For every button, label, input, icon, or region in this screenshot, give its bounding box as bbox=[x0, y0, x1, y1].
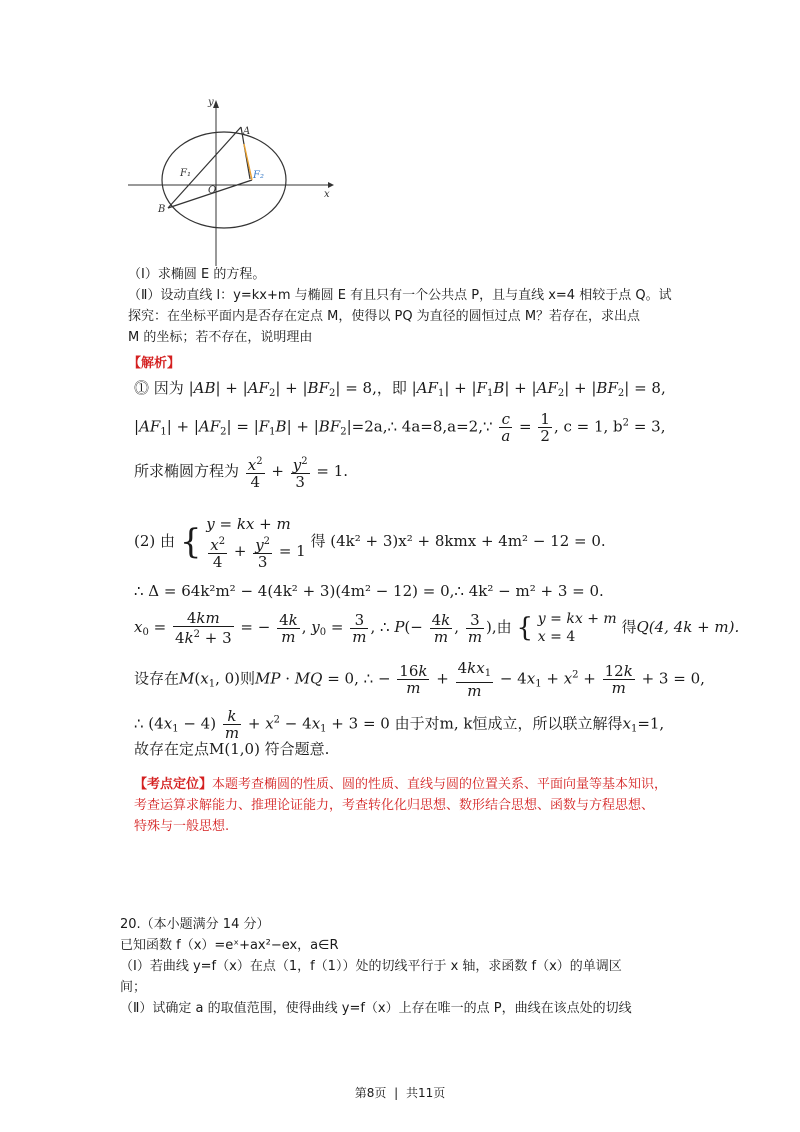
solution-step1-line2: $|AF_1| + |AF_2| = |F_1B|$ + $|BF_2|=2a,\therefore$ 4a=8,a=2,∵ $\frac{c}{a}$ = $\frac{1}{2}$ , c = 1, $b^2 = 3$, bbox=[134, 410, 666, 445]
kaodian-tag: 【考点定位】 bbox=[134, 777, 213, 792]
solution-step1-line3: 所求椭圆方程为 $\frac{x^2}{4}$ + $\frac{y^2}{3}$ = 1. bbox=[134, 456, 349, 491]
solution-step2-system bbox=[134, 514, 606, 570]
solution-conclusion: 故存在定点M(1,0) 符合题意. bbox=[134, 740, 330, 758]
step2-de2: 得 bbox=[621, 618, 637, 636]
kaodian-line1-text: 本题考查椭圆的性质、圆的性质、直线与圆的位置关系、平面向量等基本知识， bbox=[212, 777, 668, 792]
kaodian-line2: 考查运算求解能力、推理论证能力，考查转化化归思想、数形结合思想、函数与方程思想、 bbox=[134, 798, 655, 813]
problem20-part2-line1: （Ⅱ）试确定 a 的取值范围，使得曲线 y=f（x）上存在唯一的点 P，曲线在该点处的切线 bbox=[120, 1001, 632, 1016]
step2-label: (2) 由 bbox=[134, 532, 176, 550]
solution-step1-line1: ⓵ 因为 $|AB| + |AF_2| + |BF_2| = 8$,，即 $|AF_1| + |F_1B| + |AF_2| + |BF_2| = 8$, bbox=[134, 379, 666, 399]
step1-line3-end: = 1. bbox=[316, 462, 349, 480]
orange-segment bbox=[244, 144, 252, 180]
point-a-label: A bbox=[243, 126, 251, 137]
problem20-part1-line1: （Ⅰ）若曲线 y=f（x）在点（1，f（1））处的切线平行于 x 轴，求函数 f（x）的单调区 bbox=[120, 959, 622, 974]
kaodian-line1 bbox=[134, 774, 667, 795]
footer-separator: | bbox=[394, 1086, 399, 1100]
page-total: 共11页 bbox=[406, 1086, 446, 1100]
step1-line3-text: 所求椭圆方程为 bbox=[134, 462, 240, 480]
step1-line2-end: , c = 1, b bbox=[553, 417, 623, 436]
step2-de: 得 bbox=[310, 532, 326, 550]
solution-step2-final: ∴ $(4x_1 - 4)$ $\frac{k}{m}$ + $x^2 - 4x_1 + 3 = 0$ 由于对m, k恒成立，所以联立解得$x_1=1$, bbox=[134, 707, 665, 742]
problem20-part1-line2: 间； bbox=[120, 980, 147, 995]
point-q: Q(4, 4k + m). bbox=[636, 618, 740, 636]
x-axis-arrow bbox=[328, 182, 334, 188]
solution-step2-delta: ∴ Δ = 64k²m² − 4(4k² + 3)(4m² − 12) = 0,∴ 4k² − m² + 3 = 0. bbox=[134, 582, 604, 600]
step1-eq8b: = 8, bbox=[634, 379, 666, 397]
y-axis-arrow bbox=[213, 100, 219, 108]
step1-line2-mid: =2a,∴ 4a=8,a=2,∵ bbox=[351, 417, 493, 436]
x2-over-4: $\frac{x^2}{4}$ bbox=[247, 456, 263, 491]
step2-then: 则 bbox=[240, 669, 256, 688]
step1-b2-value: = 3, bbox=[633, 417, 666, 436]
step2-set: 设存在 bbox=[134, 669, 180, 688]
ellipse-diagram bbox=[128, 96, 338, 266]
step1-eq8: = 8, bbox=[345, 379, 377, 397]
c-over-a-fraction: $\frac{c}{a}$ bbox=[501, 410, 511, 445]
y-axis-label: y bbox=[208, 97, 214, 108]
solution-header: 【解析】 bbox=[128, 356, 181, 371]
kaodian-line3: 特殊与一般思想. bbox=[134, 819, 230, 834]
point-b-label: B bbox=[158, 204, 166, 215]
page-footer bbox=[0, 1084, 800, 1101]
origin-label: O bbox=[208, 185, 217, 196]
problem19-part1: （Ⅰ）求椭圆 E 的方程。 bbox=[128, 267, 266, 282]
page-number: 第8页 bbox=[354, 1086, 387, 1100]
focus-f2-label: F₂ bbox=[253, 170, 264, 181]
ellipse-figure bbox=[128, 96, 338, 266]
step2-final-mid: 由于对m, k恒成立，所以联立解得 bbox=[394, 714, 623, 733]
focus-f1-label: F₁ bbox=[180, 168, 191, 179]
problem20-given: 已知函数 f（x）=eˣ+ax²−ex，a∈R bbox=[120, 938, 339, 953]
solution-step2-x0y0: $x_0$ = $\frac{4km}{4k^2 + 3}$ = − $\frac{4k}{m}$ , $y_0$ = $\frac{3}{m}$ , ∴ P(− $\frac{4k}{m}$ , $\frac{3}{m}$ ),由 { y = kx + m x = 4 得Q(4, 4k + m). bbox=[134, 609, 740, 647]
problem20-heading: 20.（本小题满分 14 分） bbox=[120, 917, 270, 932]
problem19-part2-line1: （Ⅱ）设动直线 l：y=kx+m 与椭圆 E 有且只有一个公共点 P，且与直线 x=4 相较于点 Q。试 bbox=[128, 288, 672, 303]
problem19-part2-line3: M 的坐标；若不存在，说明理由 bbox=[128, 330, 313, 345]
step1-ji: ，即 bbox=[376, 379, 407, 397]
problem19-part2-line2: 探究：在坐标平面内是否存在定点 M，使得以 PQ 为直径的圆恒过点 M？若存在，求出点 bbox=[128, 309, 641, 324]
x-axis-label: x bbox=[324, 189, 330, 200]
step2-by: ,由 bbox=[491, 618, 512, 636]
system-brace: { bbox=[179, 522, 202, 562]
one-half-fraction: $\frac{1}{2}$ bbox=[540, 410, 550, 445]
step1-intro: 因为 bbox=[153, 379, 184, 397]
y2-over-3: $\frac{y^2}{3}$ bbox=[292, 456, 308, 491]
solution-step2-vector: 设存在$M(x_1$, 0)则MP · MQ = 0, ∴ − $\frac{16k}{m}$ + $\frac{4kx_1}{m}$ − $4x_1 + x^2$ + $\frac{12k}{m}$ + 3 = 0, bbox=[134, 659, 705, 700]
step2-result: (4k² + 3)x² + 8kmx + 4m² − 12 = 0. bbox=[330, 532, 606, 550]
step2-final-result: =1, bbox=[637, 714, 665, 733]
system-equations: y = kx + m $\frac{x^2}{4}$ + $\frac{y^2}{3}$ = 1 bbox=[206, 515, 306, 571]
